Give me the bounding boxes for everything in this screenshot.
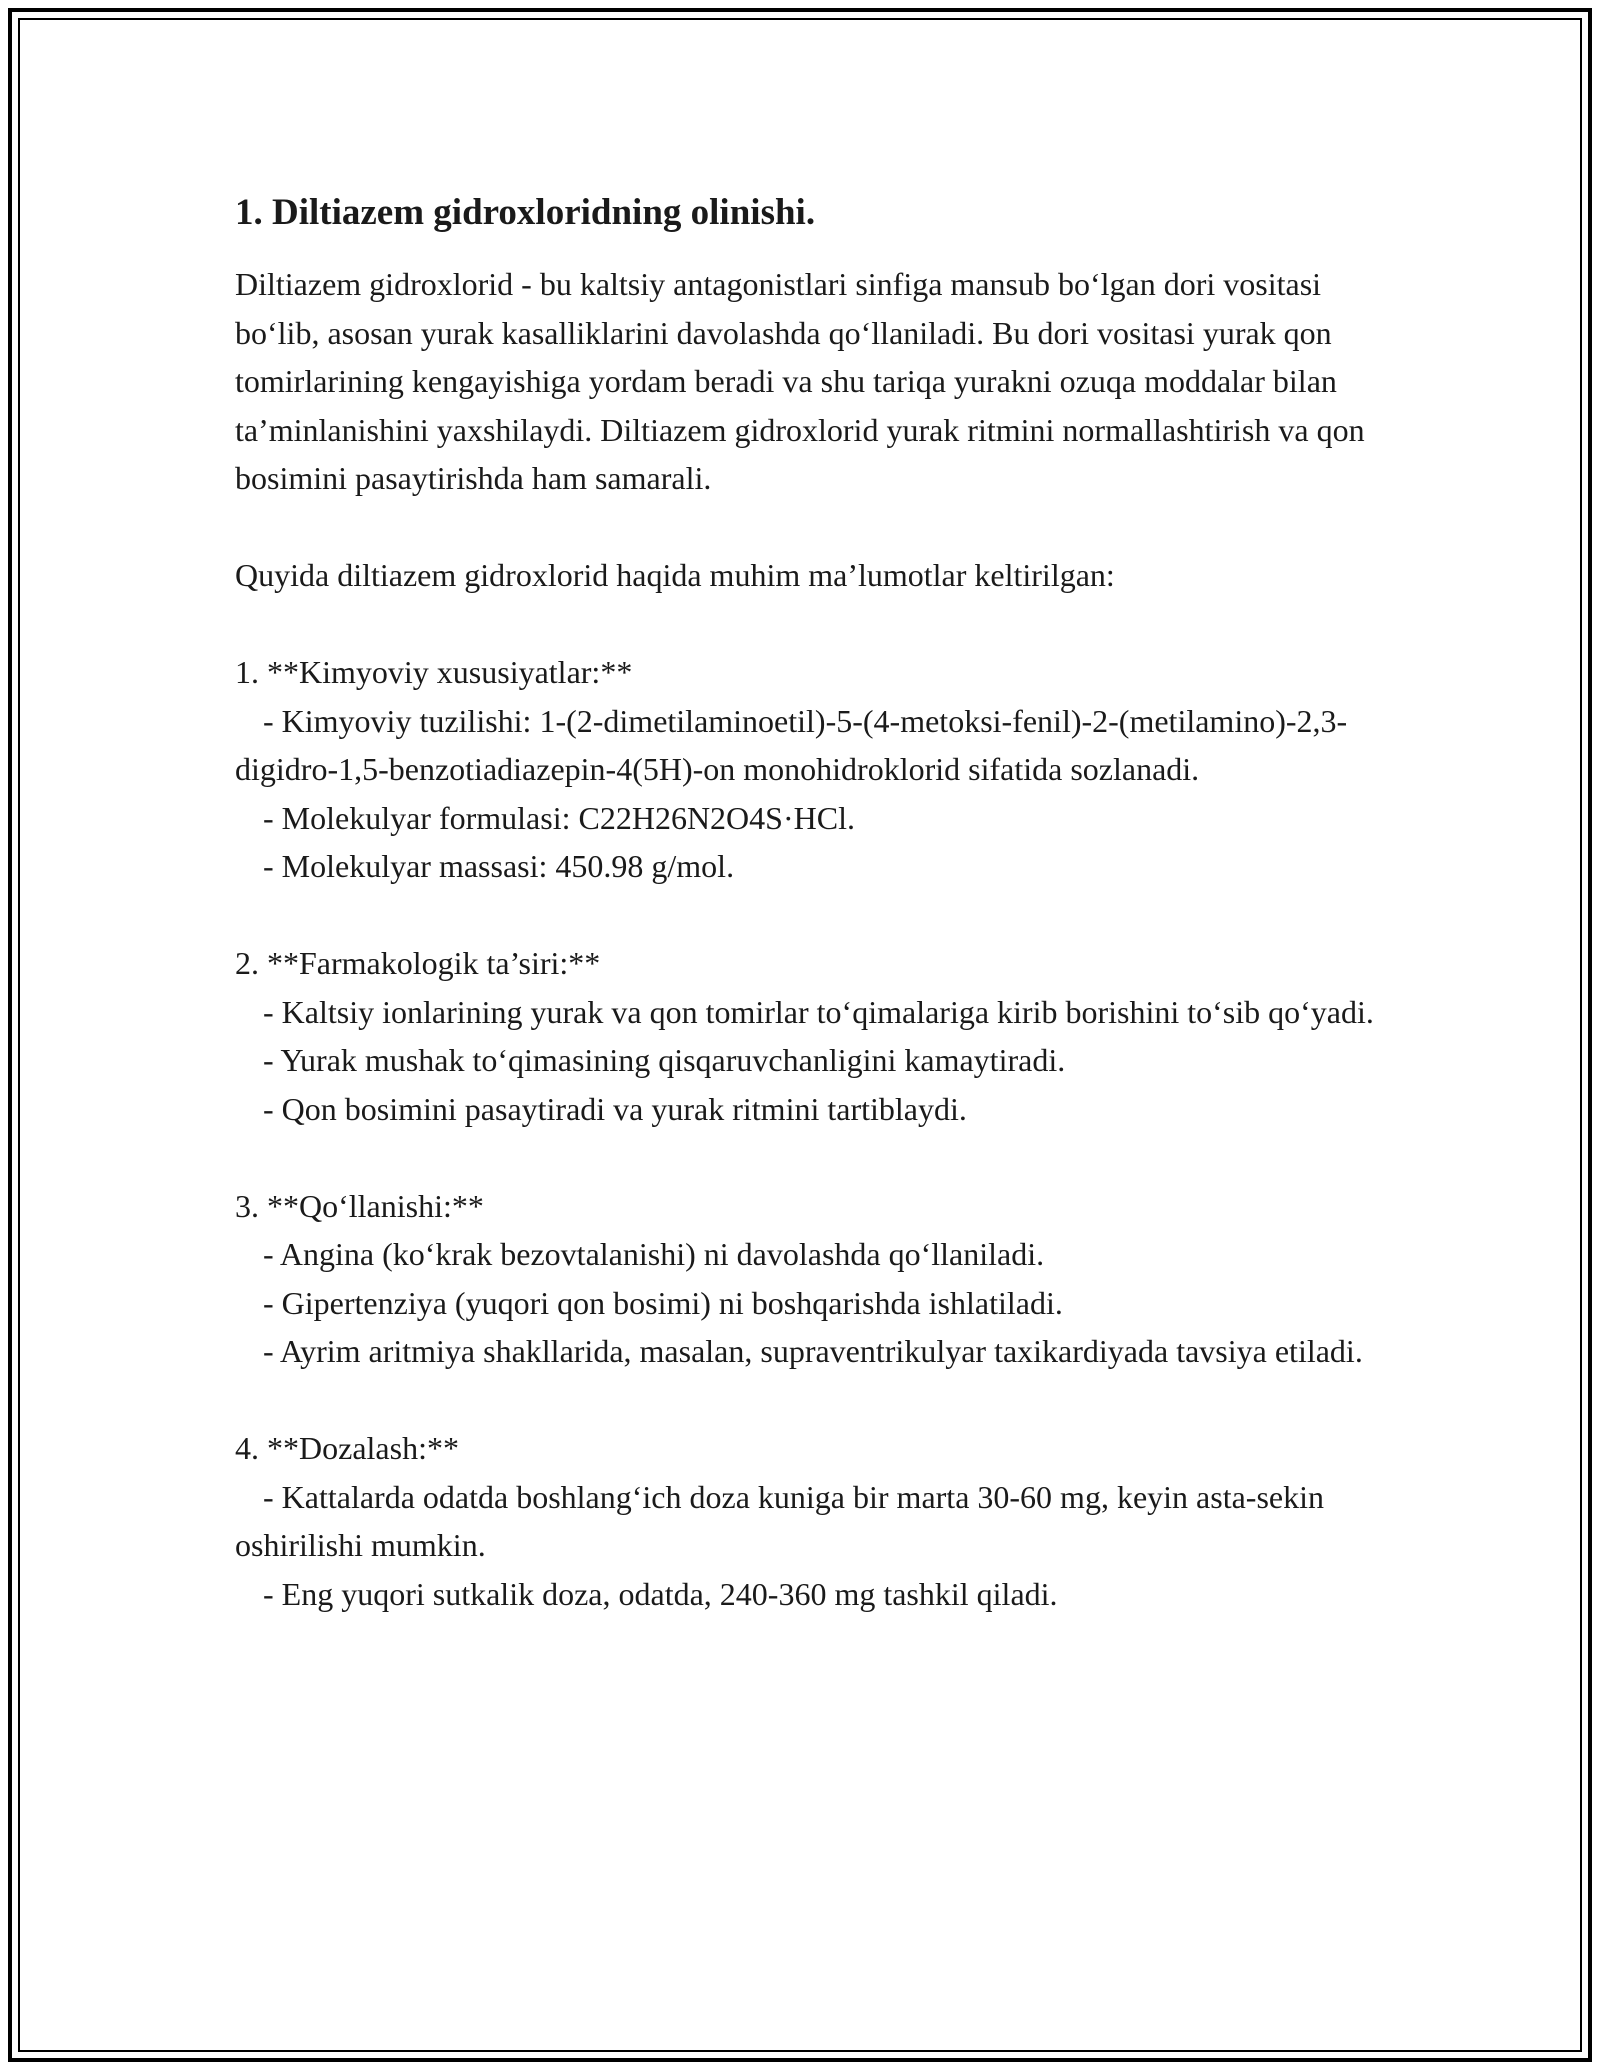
section-pharmacological-action (235, 939, 1375, 1133)
intro-paragraph: Diltiazem gidroxlorid - bu kaltsiy antagonistlari sinfiga mansub bo‘lgan dori vositasi bo‘lib, asosan yurak kasalliklarini davolashda qo‘llaniladi. Bu dori vositasi yurak qon tomirlarining kengayishiga yordam beradi va shu tariqa yurakni ozuqa moddalar bilan ta’minlanishini yaxshilaydi. Diltiazem gidroxlorid yurak ritmini normallashtirish va qon bosimini pasaytirishda ham samarali. (235, 266, 1373, 496)
document-title: 1. Diltiazem gidroxloridning olinishi. (235, 192, 816, 233)
document-body (235, 188, 1375, 1618)
list-item: - Gipertenziya (yuqori qon bosimi) ni boshqarishda ishlatiladi. (263, 1284, 1063, 1321)
section-chemical-properties (235, 648, 1375, 891)
list-item: - Angina (ko‘krak bezovtalanishi) ni davolashda qo‘llaniladi. (263, 1236, 1045, 1272)
list-item: - Molekulyar formulasi: C22H26N2O4S·HCl. (263, 799, 855, 836)
list-item: - Molekulyar massasi: 450.98 g/mol. (263, 848, 735, 884)
section-heading: 3. **Qo‘llanishi:** (235, 1187, 484, 1224)
section-heading: 1. **Kimyoviy xususiyatlar:** (235, 654, 633, 690)
list-item: - Eng yuqori sutkalik doza, odatda, 240-360 mg tashkil qiladi. (263, 1575, 1058, 1612)
spacer (235, 503, 1375, 552)
section-usage (235, 1182, 1375, 1376)
spacer (235, 891, 1375, 940)
list-item: - Kimyoviy tuzilishi: 1-(2-dimetilaminoetil)-5-(4-metoksi-fenil)-2-(metilamino)-2,3-digidro-1,5-benzotiadiazepin-4(5H)-on monohidroklorid sifatida sozlanadi. (235, 702, 1348, 787)
section-heading: 2. **Farmakologik ta’siri:** (235, 945, 601, 981)
spacer (235, 1376, 1375, 1425)
section-dosage (235, 1424, 1375, 1618)
list-item: - Kattalarda odatda boshlang‘ich doza kuniga bir marta 30-60 mg, keyin asta-sekin oshirilishi mumkin. (235, 1478, 1324, 1563)
list-item: - Yurak mushak to‘qimasining qisqaruvchanligini kamaytiradi. (263, 1042, 1066, 1078)
spacer (235, 600, 1375, 649)
section-heading: 4. **Dozalash:** (235, 1430, 459, 1466)
list-item: - Qon bosimini pasaytiradi va yurak ritmini tartiblaydi. (263, 1090, 967, 1127)
spacer (235, 1133, 1375, 1182)
lead-paragraph: Quyida diltiazem gidroxlorid haqida muhim ma’lumotlar keltirilgan: (235, 557, 1115, 593)
list-item: - Ayrim aritmiya shakllarida, masalan, supraventrikulyar taxikardiyada tavsiya etiladi. (263, 1333, 1363, 1369)
list-item: - Kaltsiy ionlarining yurak va qon tomirlar to‘qimalariga kirib borishini to‘sib qo‘yadi. (263, 993, 1374, 1030)
